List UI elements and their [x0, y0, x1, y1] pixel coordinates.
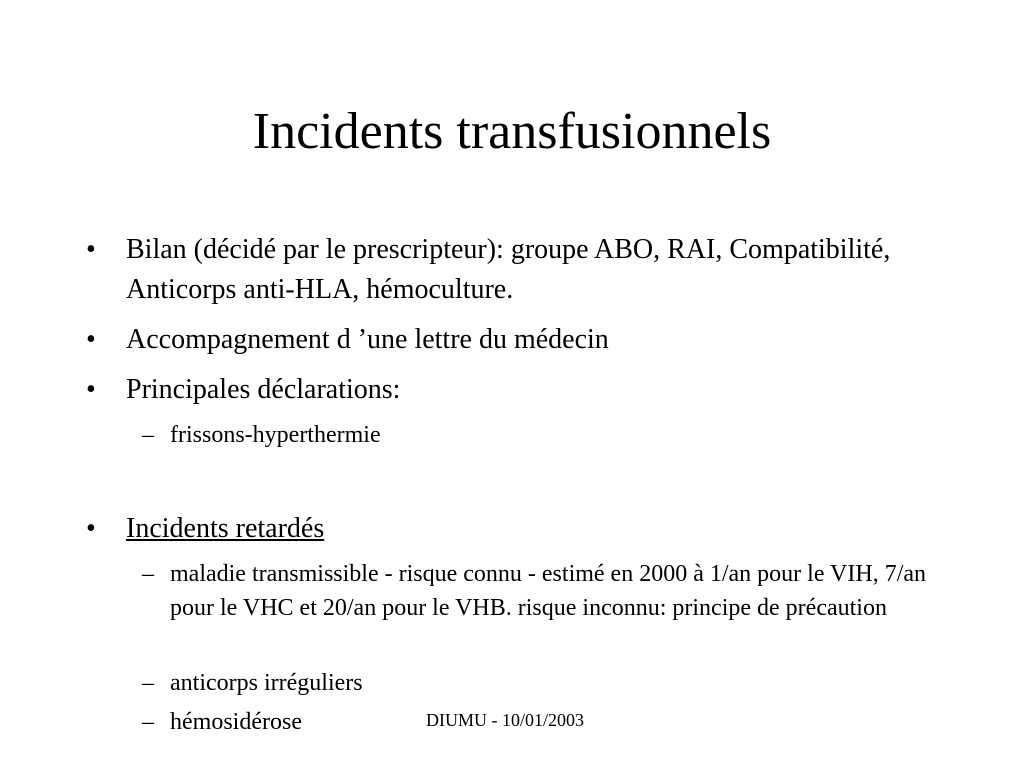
sub-bullet-text: maladie transmissible - risque connu - estimé en 2000 à 1/an pour le VIH, 7/an pour le VHC et 20/an pour le VHB. risque inconnu: principe de précaution	[170, 561, 927, 621]
bullet-text: Incidents retardés	[126, 513, 325, 544]
sub-bullet-maladie	[142, 557, 950, 625]
sub-bullet-marker: –	[142, 422, 154, 448]
bullet-text: Bilan (décidé par le prescripteur): groupe ABO, RAI, Compatibilité, Anticorps anti-HLA, hémoculture.	[126, 234, 891, 305]
bullet-bilan	[86, 230, 926, 310]
bullet-marker: •	[86, 513, 96, 544]
sub-bullet-marker: –	[142, 709, 154, 735]
bullet-marker: •	[86, 374, 96, 405]
slide-title: Incidents transfusionnels	[252, 103, 772, 160]
bullet-marker: •	[86, 324, 96, 355]
sub-bullet-text: frissons-hyperthermie	[170, 422, 381, 448]
sub-bullet-frissons	[142, 418, 950, 452]
sub-bullet-marker: –	[142, 561, 154, 587]
bullet-accompagnement	[86, 320, 926, 360]
bullet-declarations	[86, 370, 926, 410]
bullet-incidents-retardes	[86, 509, 926, 549]
bullet-text: Principales déclarations:	[126, 374, 401, 405]
bullet-text: Accompagnement d ’une lettre du médecin	[126, 324, 609, 355]
sub-bullet-text: anticorps irréguliers	[170, 670, 363, 696]
sub-bullet-text: hémosidérose	[170, 709, 302, 735]
sub-bullet-anticorps	[142, 666, 950, 700]
slide-footer: DIUMU - 10/01/2003	[426, 710, 584, 730]
bullet-marker: •	[86, 234, 96, 265]
sub-bullet-marker: –	[142, 670, 154, 696]
